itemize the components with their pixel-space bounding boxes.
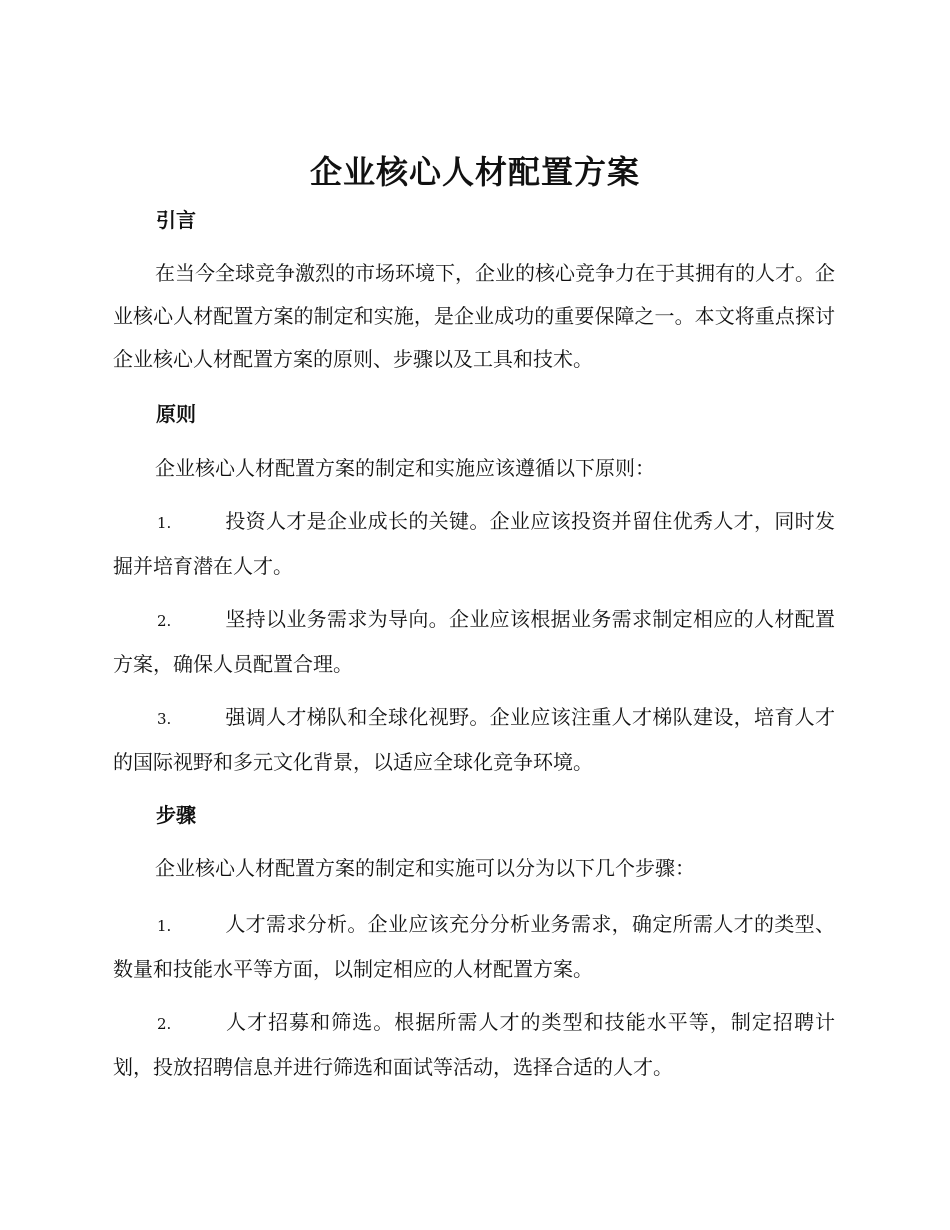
step-item-text: 人才招募和筛选。根据所需人才的类型和技能水平等，制定招聘计划，投放招聘信息并进行筛选和面试等活动，选择合适的人才。: [113, 1010, 835, 1079]
step-item-number: 2.: [157, 1015, 172, 1033]
section-heading-intro: 引言: [156, 208, 196, 232]
section-heading-principles: 原则: [156, 402, 196, 426]
principle-item-number: 3.: [157, 710, 172, 728]
document-title: 企业核心人材配置方案: [309, 153, 640, 191]
principle-item: [113, 500, 835, 588]
principle-item-text: 坚持以业务需求为导向。企业应该根据业务需求制定相应的人材配置方案，确保人员配置合理。: [113, 607, 835, 676]
principle-item-number: 1.: [157, 514, 172, 532]
principle-item: [113, 598, 835, 686]
intro-paragraph: 在当今全球竞争激烈的市场环境下，企业的核心竞争力在于其拥有的人才。企业核心人材配置方案的制定和实施，是企业成功的重要保障之一。本文将重点探讨企业核心人材配置方案的原则、步骤以及工具和技术。: [113, 261, 835, 371]
principle-item-number: 2.: [157, 612, 172, 630]
principles-lead: 企业核心人材配置方案的制定和实施应该遵循以下原则：: [155, 456, 655, 480]
principle-item-text: 强调人才梯队和全球化视野。企业应该注重人才梯队建设，培育人才的国际视野和多元文化背景，以适应全球化竞争环境。: [113, 705, 835, 774]
step-item: [113, 1001, 835, 1089]
step-item: [113, 903, 835, 991]
steps-lead: 企业核心人材配置方案的制定和实施可以分为以下几个步骤：: [155, 856, 695, 880]
step-item-text: 人才需求分析。企业应该充分分析业务需求，确定所需人才的类型、数量和技能水平等方面，以制定相应的人材配置方案。: [113, 912, 835, 981]
principle-item: [113, 696, 835, 784]
principle-item-text: 投资人才是企业成长的关键。企业应该投资并留住优秀人才，同时发掘并培育潜在人才。: [113, 509, 835, 578]
section-heading-steps: 步骤: [156, 803, 196, 827]
step-item-number: 1.: [157, 917, 172, 935]
